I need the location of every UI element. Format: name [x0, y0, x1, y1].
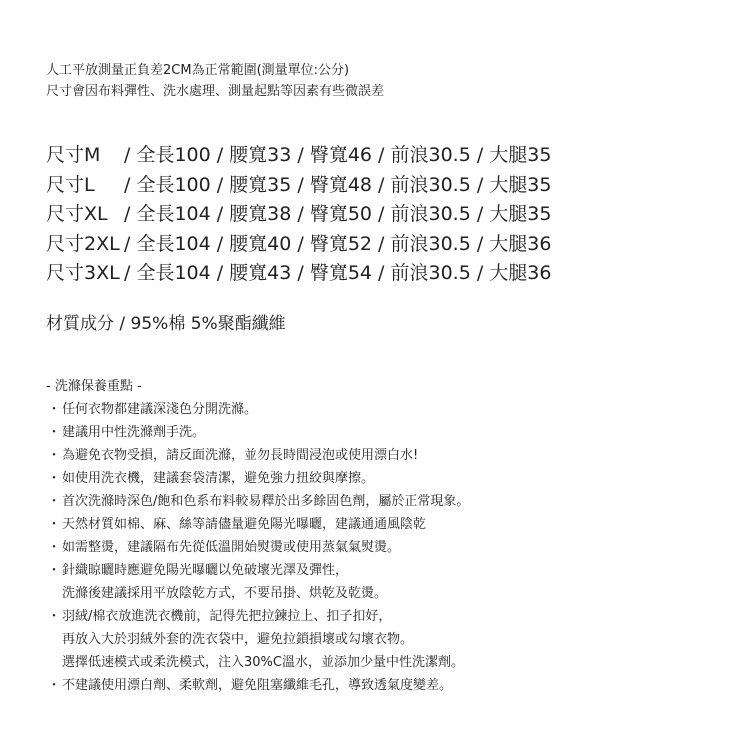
size-name: 尺寸M [46, 144, 101, 166]
size-row-2xl [46, 230, 551, 260]
care-item [46, 536, 469, 559]
measurement-notes [46, 60, 384, 102]
care-text: 首次洗滌時深色/飽和色系布料較易釋於出多餘固色劑，屬於正常現象。 [62, 494, 470, 509]
care-text: 建議用中性洗滌劑手洗。 [62, 425, 206, 440]
bullet-icon: ・ [47, 402, 61, 417]
size-spec: / 全長104 / 腰寬40 / 臀寬52 / 前浪30.5 / 大腿36 [124, 232, 552, 255]
care-text: 針織晾曬時應避免陽光曝曬以免破壞光澤及彈性， [62, 563, 349, 578]
size-chart [46, 141, 551, 289]
care-item [46, 398, 469, 421]
size-spec: / 全長104 / 腰寬43 / 臀寬54 / 前浪30.5 / 大腿36 [124, 262, 552, 284]
care-text: 再放入大於羽絨外套的洗衣袋中，避免拉鎖損壞或勾壞衣物。 [62, 632, 414, 647]
bullet-icon: ・ [47, 563, 61, 578]
bullet-icon: ・ [47, 678, 61, 693]
care-text: 如使用洗衣機，建議套袋清潔，避免強力扭絞與摩擦。 [62, 471, 375, 486]
care-text: 為避免衣物受損，請反面洗滌，並勿長時間浸泡或使用漂白水! [62, 448, 419, 463]
bullet-icon: ・ [47, 471, 61, 486]
size-spec: / 全長100 / 腰寬35 / 臀寬48 / 前浪30.5 / 大腿35 [124, 173, 552, 196]
care-instructions [46, 375, 469, 697]
care-text: 羽絨/棉衣放進洗衣機前，記得先把拉鍊拉上、扣子扣好， [62, 609, 392, 624]
bullet-icon: ・ [47, 517, 61, 532]
size-name: 尺寸3XL [46, 262, 120, 284]
care-text: 任何衣物都建議深淺色分開洗滌。 [62, 402, 258, 417]
size-row-xl [46, 200, 551, 230]
care-item [46, 559, 469, 605]
size-row-3xl [46, 259, 551, 289]
size-spec: / 全長100 / 腰寬33 / 臀寬46 / 前浪30.5 / 大腿35 [124, 144, 552, 166]
care-item [46, 513, 469, 536]
care-item [46, 674, 469, 697]
care-item [46, 421, 469, 444]
care-text: 洗滌後建議採用平放陰乾方式，不要吊掛、烘乾及乾燙。 [62, 586, 388, 601]
material-composition: 材質成分 / 95%棉 5%聚酯纖維 [46, 314, 286, 334]
care-text: 不建議使用漂白劑、柔軟劑，避免阻塞纖維毛孔，導致透氣度變差。 [62, 678, 453, 693]
size-row-m [46, 141, 551, 171]
size-row-l [46, 171, 551, 201]
care-item [46, 490, 469, 513]
care-text: 選擇低速模式或柔洗模式，注入30%C溫水，並添加少量中性洗潔劑。 [62, 655, 464, 670]
care-item [46, 467, 469, 490]
bullet-icon: ・ [47, 609, 61, 624]
bullet-icon: ・ [47, 494, 61, 509]
care-item [46, 444, 469, 467]
size-spec: / 全長104 / 腰寬38 / 臀寬50 / 前浪30.5 / 大腿35 [124, 203, 552, 225]
care-title: - 洗滌保養重點 - [46, 379, 142, 394]
bullet-icon: ・ [47, 540, 61, 555]
note-line: 尺寸會因布料彈性、洗水處理、測量起點等因素有些微誤差 [46, 84, 385, 99]
size-name: 尺寸L [46, 173, 95, 196]
size-name: 尺寸XL [46, 203, 108, 225]
size-name: 尺寸2XL [46, 232, 120, 255]
note-line: 人工平放測量正負差2CM為正常範圍(測量單位:公分) [46, 63, 350, 78]
care-item [46, 605, 469, 674]
care-text: 天然材質如棉、麻、絲等請儘量避免陽光曝曬，建議通通風陰乾 [62, 517, 427, 532]
bullet-icon: ・ [47, 425, 61, 440]
care-text: 如需整燙，建議隔布先從低溫開始熨燙或使用蒸氣氣熨燙。 [62, 540, 401, 555]
bullet-icon: ・ [47, 448, 61, 463]
